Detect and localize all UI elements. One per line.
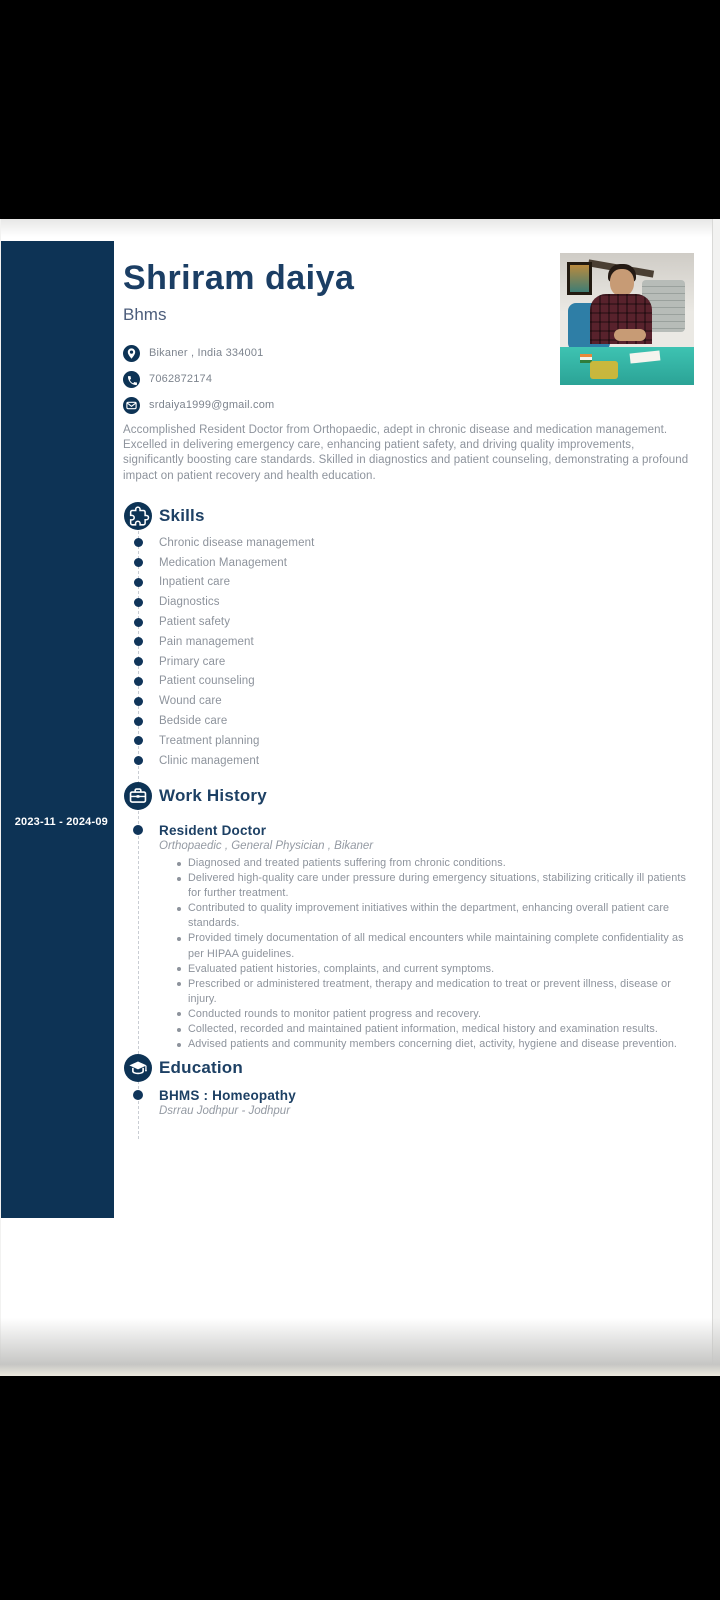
job-subtitle: Orthopaedic , General Physician , Bikaner: [159, 840, 374, 852]
email-text: srdaiya1999@gmail.com: [149, 399, 275, 411]
skill-item: [123, 632, 314, 652]
work-entry-bullet-dot: [133, 825, 143, 835]
location-text: Bikaner , India 334001: [149, 347, 264, 359]
duty-list: [175, 856, 687, 1052]
duty-item: Collected, recorded and maintained patient information, medical history and examination results.: [175, 1022, 687, 1037]
skill-label: Treatment planning: [159, 734, 260, 747]
email-icon: [123, 397, 140, 414]
work-entry-title-row: [123, 822, 693, 838]
contact-row-email: [123, 392, 274, 418]
skill-bullet-dot: [134, 578, 143, 587]
education-entry-bullet-dot: [133, 1090, 143, 1100]
briefcase-icon: [124, 782, 152, 810]
profile-photo: [560, 253, 694, 385]
skill-label: Inpatient care: [159, 576, 231, 589]
location-icon: [123, 345, 140, 362]
skills-puzzle-icon: [124, 502, 152, 530]
school-name: Dsrrau Jodhpur - Jodhpur: [159, 1105, 291, 1118]
duty-item: Diagnosed and treated patients suffering from chronic conditions.: [175, 856, 687, 871]
duty-item: Provided timely documentation of all medical encounters while maintaining complete confidentiality as per HIPAA guidelines.: [175, 931, 687, 961]
skill-label: Wound care: [159, 695, 222, 708]
graduation-cap-icon: [124, 1054, 152, 1082]
education-entry-title-row: [123, 1087, 693, 1103]
degree-subtitle: Bhms: [123, 305, 167, 324]
duty-item: Evaluated patient histories, complaints, and current symptoms.: [175, 962, 687, 977]
skill-item: [123, 652, 314, 672]
phone-text: 7062872174: [149, 373, 213, 385]
skill-item: [123, 592, 314, 612]
contact-row-location: [123, 340, 274, 366]
duty-item: Prescribed or administered treatment, therapy and medication to treat or prevent illness, disease or injury.: [175, 977, 687, 1007]
education-section-header: [123, 1054, 693, 1082]
work-history-section-header: [123, 782, 693, 810]
skill-item: [123, 691, 314, 711]
education-section-title: Education: [159, 1058, 243, 1078]
sidebar: [1, 241, 114, 1218]
skill-bullet-dot: [134, 637, 143, 646]
skill-item: [123, 672, 314, 692]
page-title-name: Shriram daiya: [123, 259, 355, 297]
skills-section-title: Skills: [159, 506, 205, 525]
skill-item: [123, 751, 314, 771]
document-viewer-page-area: [0, 219, 720, 1376]
photo-picture-frame: [567, 262, 592, 295]
phone-icon: [123, 371, 140, 388]
skill-item: [123, 533, 314, 553]
skill-item: [123, 731, 314, 751]
skill-bullet-dot: [134, 736, 143, 745]
skill-bullet-dot: [134, 657, 143, 666]
skill-label: Clinic management: [159, 754, 260, 767]
skill-bullet-dot: [134, 558, 143, 567]
skill-item: [123, 553, 314, 573]
skill-label: Chronic disease management: [159, 536, 315, 549]
work-history-section-title: Work History: [159, 786, 267, 805]
contact-list: [123, 340, 274, 418]
duty-item: Advised patients and community members concerning diet, activity, hygiene and disease prevention.: [175, 1037, 687, 1052]
skill-item: [123, 711, 314, 731]
skill-label: Pain management: [159, 635, 254, 648]
skill-label: Patient safety: [159, 616, 231, 629]
skills-section-header: [123, 502, 205, 530]
duty-item: Conducted rounds to monitor patient progress and recovery.: [175, 1007, 687, 1022]
skill-label: Diagnostics: [159, 596, 220, 609]
skill-bullet-dot: [134, 697, 143, 706]
date-range: 2023-11 - 2024-09: [14, 816, 108, 828]
skills-list: [123, 533, 314, 771]
education-section: [123, 1054, 693, 1117]
skill-label: Medication Management: [159, 556, 288, 569]
duty-item: Delivered high-quality care under pressure during emergency situations, stabilizing critically ill patients for further treatment.: [175, 871, 687, 901]
skill-bullet-dot: [134, 538, 143, 547]
photo-desk-item: [590, 361, 618, 379]
skill-bullet-dot: [134, 717, 143, 726]
duty-item: Contributed to quality improvement initiatives within the department, enhancing overall patient care standards.: [175, 901, 687, 931]
skill-label: Bedside care: [159, 715, 228, 728]
skill-bullet-dot: [134, 756, 143, 765]
photo-person-head: [610, 269, 634, 296]
skill-bullet-dot: [134, 677, 143, 686]
photo-desk: [560, 347, 694, 385]
photo-person-hands: [614, 329, 646, 341]
skill-item: [123, 612, 314, 632]
skill-label: Primary care: [159, 655, 226, 668]
job-title: Resident Doctor: [159, 822, 267, 838]
summary-text: Accomplished Resident Doctor from Orthopaedic, adept in chronic disease and medication management. Excelled in delivering emergency care, enhancing patient safety, and driving quality improvements, significantly boosting care standards. Skilled in diagnostics and patient counseling, demonstrating a profound impact on patient recovery and health education.: [123, 424, 689, 482]
resume-page: [1, 219, 713, 1376]
skill-bullet-dot: [134, 598, 143, 607]
skill-item: [123, 573, 314, 593]
skill-label: Patient counseling: [159, 675, 255, 688]
work-and-education: [123, 782, 693, 1117]
contact-row-phone: [123, 366, 274, 392]
degree-title: BHMS : Homeopathy: [159, 1087, 296, 1103]
skill-bullet-dot: [134, 618, 143, 627]
